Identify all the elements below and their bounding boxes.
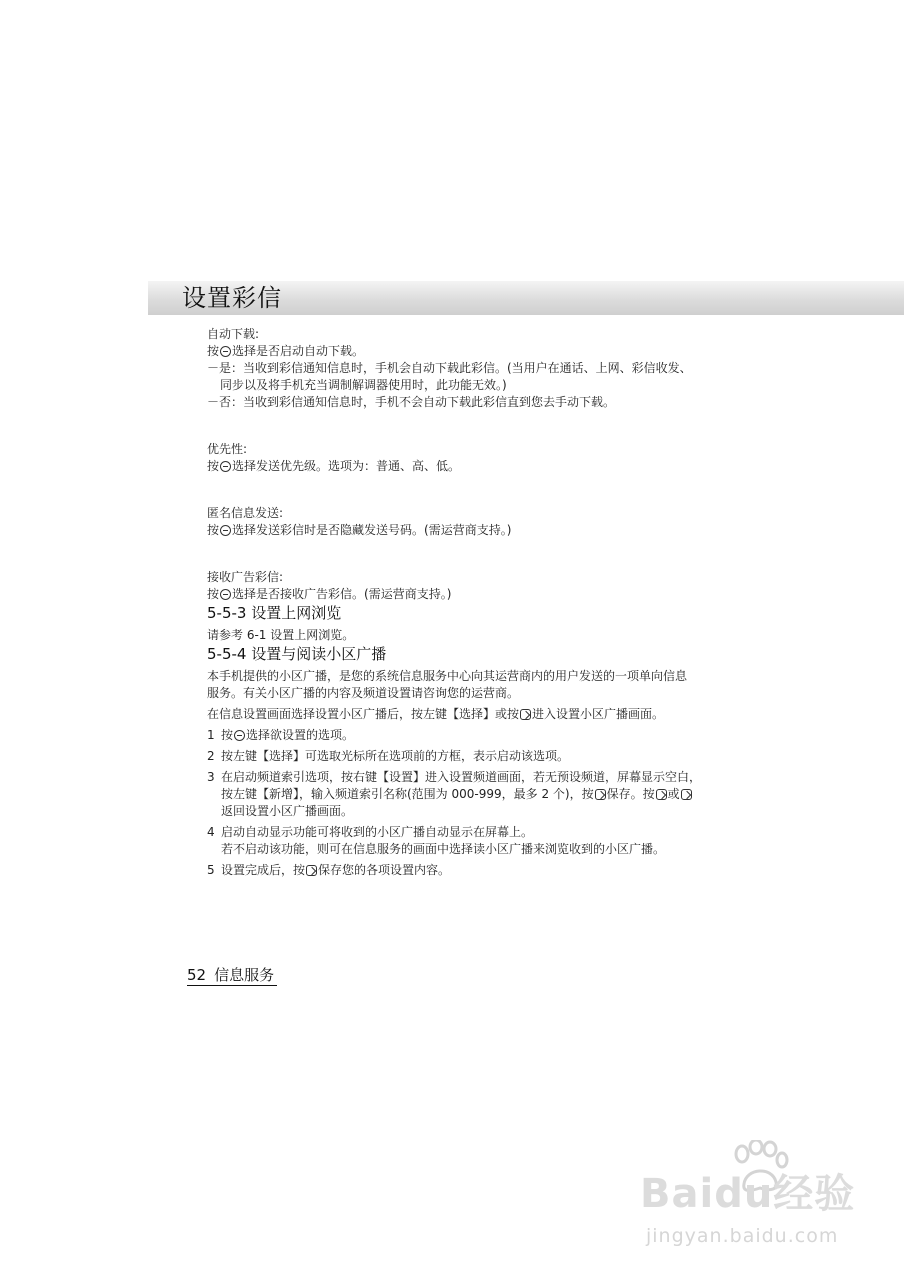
step-5 xyxy=(207,862,697,879)
section-553-body: 请参考 6-1 设置上网浏览。 xyxy=(207,628,355,642)
soft-key-icon xyxy=(681,789,692,800)
text-fragment: 选择欲设置的选项。 xyxy=(246,728,355,742)
ad-mms-heading: 接收广告彩信: xyxy=(207,570,284,584)
nav-key-icon xyxy=(234,730,245,741)
text-fragment: 选择是否接收广告彩信。(需运营商支持。) xyxy=(232,587,452,601)
watermark-brand: Baidu经验 xyxy=(640,1171,856,1217)
step-4 xyxy=(207,824,697,841)
watermark-url: jingyan.baidu.com xyxy=(646,1225,839,1247)
ok-key-icon xyxy=(220,346,231,357)
section-554-intro-3 xyxy=(207,706,697,723)
step-number: 4 xyxy=(207,825,215,839)
text-fragment: 按 xyxy=(207,344,220,358)
ok-key-icon xyxy=(220,461,231,472)
text-fragment: 在启动频道索引选项，按右键【设置】进入设置频道画面，若无预设频道，屏幕显示空白， xyxy=(221,770,702,784)
section-554-intro-2: 服务。有关小区广播的内容及频道设置请咨询您的运营商。 xyxy=(207,686,520,700)
text-fragment: 按左键【选择】可选取光标所在选项前的方框，表示启动该选项。 xyxy=(221,749,570,763)
text-fragment: 按 xyxy=(207,587,220,601)
auto-download-line xyxy=(207,343,697,360)
soft-key-icon xyxy=(520,709,531,720)
step-2 xyxy=(207,748,697,765)
step-3 xyxy=(207,769,702,786)
step-3-line-2 xyxy=(207,786,697,803)
auto-download-no: －否：当收到彩信通知信息时，手机不会自动下载此彩信直到您去手动下载。 xyxy=(207,395,616,409)
step-number: 3 xyxy=(207,770,215,784)
text-fragment: 或 xyxy=(667,787,680,801)
page-number: 52 xyxy=(187,966,207,984)
text-fragment: 启动自动显示功能可将收到的小区广播自动显示在屏幕上。 xyxy=(221,825,534,839)
soft-key-icon xyxy=(595,789,606,800)
auto-download-yes-cont: 同步以及将手机充当调制解调器使用时，此功能无效。) xyxy=(220,378,507,392)
section-554-intro-1: 本手机提供的小区广播，是您的系统信息服务中心向其运营商内的用户发送的一项单向信息 xyxy=(207,669,688,683)
text-fragment: 选择发送优先级。选项为：普通、高、低。 xyxy=(232,459,461,473)
auto-download-heading: 自动下载: xyxy=(207,327,260,341)
footer-section-title: 信息服务 xyxy=(214,966,275,984)
step-4-line-2: 若不启动该功能，则可在信息服务的画面中选择读小区广播来浏览收到的小区广播。 xyxy=(221,842,666,856)
section-554-heading: 5-5-4 设置与阅读小区广播 xyxy=(207,645,387,663)
priority-line xyxy=(207,458,697,475)
text-fragment: 保存您的各项设置内容。 xyxy=(318,863,451,877)
text-fragment: 按 xyxy=(207,459,220,473)
text-fragment: 在信息设置画面选择设置小区广播后，按左键【选择】或按 xyxy=(207,707,520,721)
text-fragment: 进入设置小区广播画面。 xyxy=(532,707,665,721)
ok-key-icon xyxy=(220,589,231,600)
text-fragment: 按 xyxy=(207,523,220,537)
soft-key-icon xyxy=(656,789,667,800)
baidu-watermark xyxy=(640,1140,890,1270)
text-fragment: 选择发送彩信时是否隐藏发送号码。(需运营商支持。) xyxy=(232,523,512,537)
section-553-heading: 5-5-3 设置上网浏览 xyxy=(207,604,342,622)
ad-mms-line xyxy=(207,586,697,603)
step-1 xyxy=(207,727,697,744)
text-fragment: 按 xyxy=(221,728,234,742)
text-fragment: 按左键【新增】，输入频道索引名称(范围为 000-999，最多 2 个)，按 xyxy=(221,787,594,801)
ok-key-icon xyxy=(220,525,231,536)
step-number: 2 xyxy=(207,749,215,763)
page-footer xyxy=(187,965,277,986)
text-fragment: 选择是否启动自动下载。 xyxy=(232,344,365,358)
anonymous-line xyxy=(207,522,697,539)
anonymous-heading: 匿名信息发送: xyxy=(207,506,284,520)
text-fragment: 保存。按 xyxy=(606,787,655,801)
section-header-band xyxy=(148,281,904,315)
auto-download-yes: －是：当收到彩信通知信息时，手机会自动下载此彩信。(当用户在通话、上网、彩信收发、 xyxy=(207,361,692,375)
priority-heading: 优先性: xyxy=(207,442,248,456)
document-body xyxy=(207,326,702,879)
soft-key-icon xyxy=(306,865,317,876)
step-3-line-3: 返回设置小区广播画面。 xyxy=(221,804,354,818)
step-number: 1 xyxy=(207,728,215,742)
step-number: 5 xyxy=(207,863,215,877)
page-title: 设置彩信 xyxy=(182,284,282,312)
text-fragment: 设置完成后，按 xyxy=(221,863,306,877)
